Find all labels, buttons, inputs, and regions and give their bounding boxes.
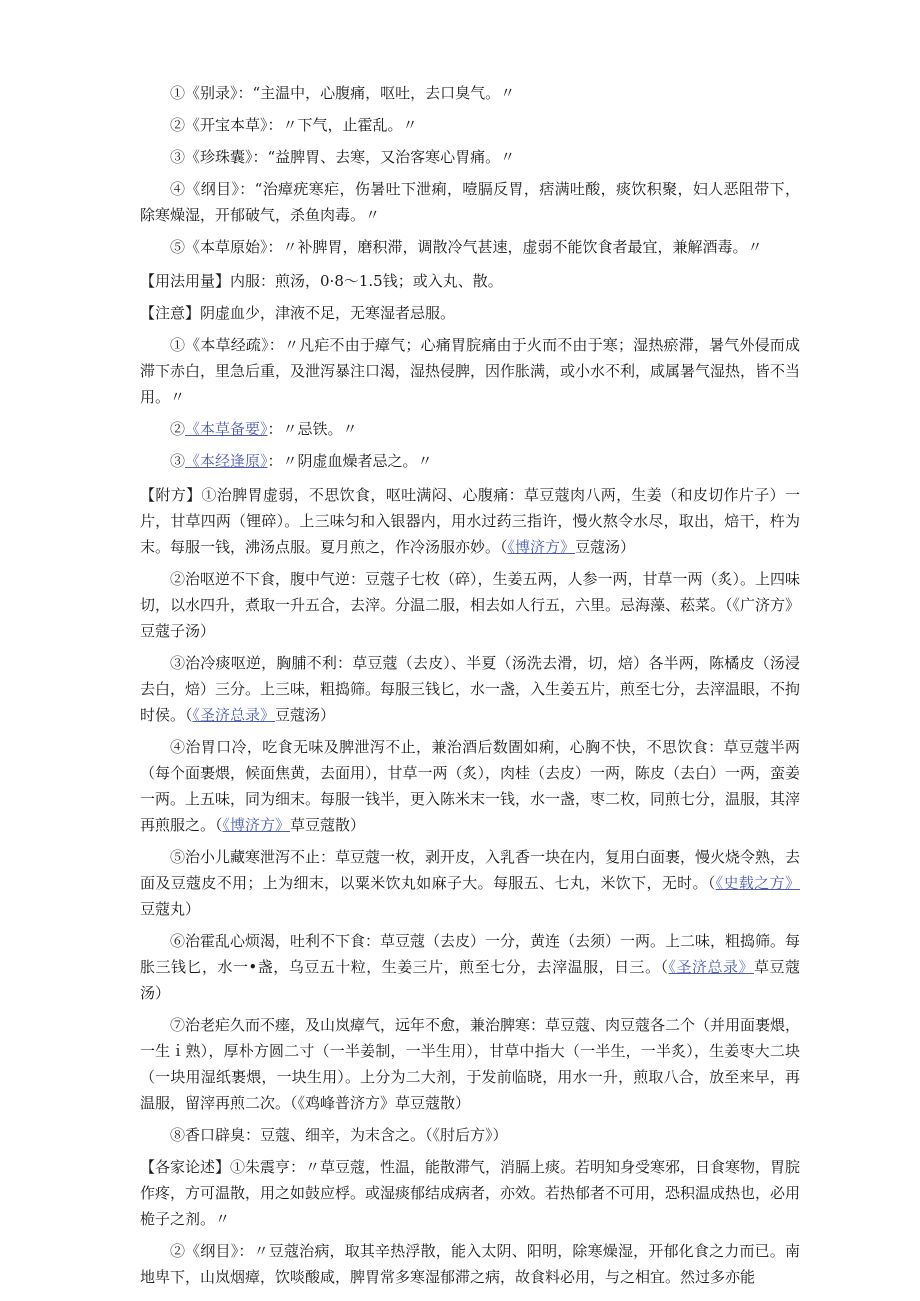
usage-section: 【用法用量】内服：煎汤，0·8〜1.5钱；或入丸、散。 — [140, 272, 503, 290]
formula-5-tail: 豆蔻丸） — [140, 900, 201, 918]
formula-4-text: ④治胃口冷，吃食无味及脾泄泻不止，兼治酒后数圊如痢，心胸不快，不思饮食：草豆蔻半两（每个面裹煨，候面焦黄，去面用），甘草一两（炙），肉桂（去皮）一两，陈皮（去白）一两，蛮姜一两。上五味，同为细末。每服一钱半，更入陈米末一钱，水一盏，枣二枚，同煎七分，温服，其滓再煎服之。（ — [140, 738, 801, 834]
formula-5 — [140, 844, 800, 922]
discussion-2: ②《纲目》：〃豆蔻治病，取其辛热浮散，能入太阴、阳明，除寒燥湿，开郁化食之力而已。南地卑下，山岚烟瘴，饮啖酸咸，脾胃常多寒湿郁滞之病，故食料必用，与之相宜。然过多亦能 — [140, 1242, 800, 1286]
link-benjing-fengyuan[interactable]: 《本经逢原》 — [185, 452, 268, 470]
caution-quote-2 — [140, 416, 800, 442]
caution-quote-3-num: ③ — [170, 452, 186, 470]
quote-kaibao: ②《开宝本草》：〃下气，止霍乱。〃 — [170, 116, 418, 134]
caution-quote-3-text: ：〃阴虚血燥者忌之。〃 — [267, 452, 433, 470]
document-body — [140, 80, 800, 1296]
caution-quote-2-num: ② — [170, 420, 186, 438]
link-boji-fang-1[interactable]: 《博济方》 — [507, 538, 576, 556]
formula-3 — [140, 650, 800, 728]
formula-1-tail: 豆蔻汤） — [575, 538, 636, 556]
formula-3-tail: 豆蔻汤） — [275, 706, 336, 724]
quote-gangmu: ④《纲目》：“治瘴疣寒疟，伤暑吐下泄痢，噎膈反胃，痞满吐酸，痰饮积聚，妇人恶阻带下，除寒燥湿，开郁破气，杀鱼肉毒。〃 — [140, 180, 800, 224]
formula-3-text: ③治冷痰呕逆，胸脯不利：草豆蔻（去皮）、半夏（汤洗去滑，切，焙）各半两，陈橘皮（汤浸去白，焙）三分。上三味，粗捣筛。每服三钱匕，水一盏，入生姜五片，煎至七分，去滓温眼，不拘时侯。（ — [140, 654, 801, 724]
caution-quote-1: ①《本草经疏》：〃凡疟不由于瘴气；心痛胃脘痛由于火而不由于寒；湿热瘀滞，暑气外侵而成滞下赤白，里急后重，及泄泻暴注口渴，湿热侵脾，因作胀满，或小水不利，咸属暑气湿热，皆不当用。〃 — [140, 336, 801, 406]
formula-4-tail: 草豆蔻散） — [290, 816, 366, 834]
formula-8: ⑧香口辟臭：豆蔻、细辛，为末含之。（《肘后方》） — [170, 1126, 508, 1144]
link-boji-fang-2[interactable]: 《博济方》 — [222, 816, 291, 834]
formula-6 — [140, 928, 800, 1006]
discussion-1: 【各家论述】①朱震亨：〃草豆蔻，性温，能散滞气，消膈上痰。若明知身受寒邪，日食寒物，胃脘作疼，方可温散，用之如鼓应桴。或湿痰郁结成病者，亦效。若热郁者不可用，恐积温成热也，必用桅子之剂。〃 — [140, 1158, 801, 1228]
formula-4 — [140, 734, 800, 838]
formula-1-text: 【附方】①治脾胃虚弱，不思饮食，呕吐满闷、心腹痛：草豆蔻肉八两，生姜（和皮切作片子）一片，甘草四两（锂碎）。上三味匀和入银器内，用水过药三指许，慢火熬令水尽，取出，焙干，杵为末。每服一钱，沸汤点服。夏月煎之，作冷汤服亦妙。（ — [140, 486, 800, 556]
link-bencao-beiyao[interactable]: 《本草备要》 — [185, 420, 268, 438]
quote-bencaoyuanshi: ⑤《本草原始》：〃补脾胃，磨积滞，调散冷气甚速，虚弱不能饮食者最宜，兼解酒毒。〃 — [170, 238, 763, 256]
formula-1 — [140, 482, 800, 560]
caution-quote-3 — [140, 448, 800, 474]
formula-6-tail: 草豆蔻汤） — [140, 958, 800, 1002]
link-shengji-zonglu-1[interactable]: 《圣济总录》 — [192, 706, 276, 724]
formula-2: ②治呕逆不下食，腹中气逆：豆蔻子七枚（碎），生姜五两，人参一两，甘草一两（炙）。上四味切，以水四升，煮取一升五合，去滓。分温二服，相去如人行五，六里。忌海藻、菘菜。（《广济方》豆蔻子汤） — [140, 570, 801, 640]
caution-section: 【注意】阴虚血少，津液不足，无寒湿者忌服。 — [140, 304, 456, 322]
formula-6-text: ⑥治霍乱心烦渴，吐利不下食：草豆蔻（去皮）一分，黄连（去须）一两。上二味，粗捣筛。每胀三钱匕，水一•盏，乌豆五十粒，生姜三片，煎至七分，去滓温服，日三。（ — [140, 932, 801, 976]
caution-quote-2-text: ：〃忌铁。〃 — [267, 420, 358, 438]
link-shengji-zonglu-2[interactable]: 《圣济总录》 — [668, 958, 754, 976]
formula-5-text: ⑤治小儿藏寒泄泻不止：草豆蔻一枚，剥开皮，入乳香一块在内，复用白面裹，慢火烧令熟，去面及豆蔻皮不用；上为细末，以粟米饮丸如麻子大。每服五、七丸，米饮下，无时。（ — [140, 848, 801, 892]
link-shizai-zhifang[interactable]: 《史载之方》 — [715, 874, 800, 892]
quote-bielu: ①《别录》：“主温中，心腹痛，呕吐，去口臭气。〃 — [170, 84, 516, 102]
formula-7: ⑦治老疟久而不瘗，及山岚瘴气，远年不愈，兼治脾寒：草豆蔻、肉豆蔻各二个（并用面裹煨，一生ｉ熟），厚朴方圆二寸（一半姜制，一半生用），甘草中指大（一半生，一半炙），生姜枣大二块（一块用湿纸裹煨，一块生用）。上分为二大剂，于发前临晓，用水一升，煎取八合，放至来早，再温服，留滓再煎二次。（《鸡峰普济方》草豆蔻散） — [140, 1016, 801, 1112]
quote-zhenzhunang: ③《珍珠囊》：“益脾胃、去寒，又治客寒心胃痛。〃 — [170, 148, 516, 166]
